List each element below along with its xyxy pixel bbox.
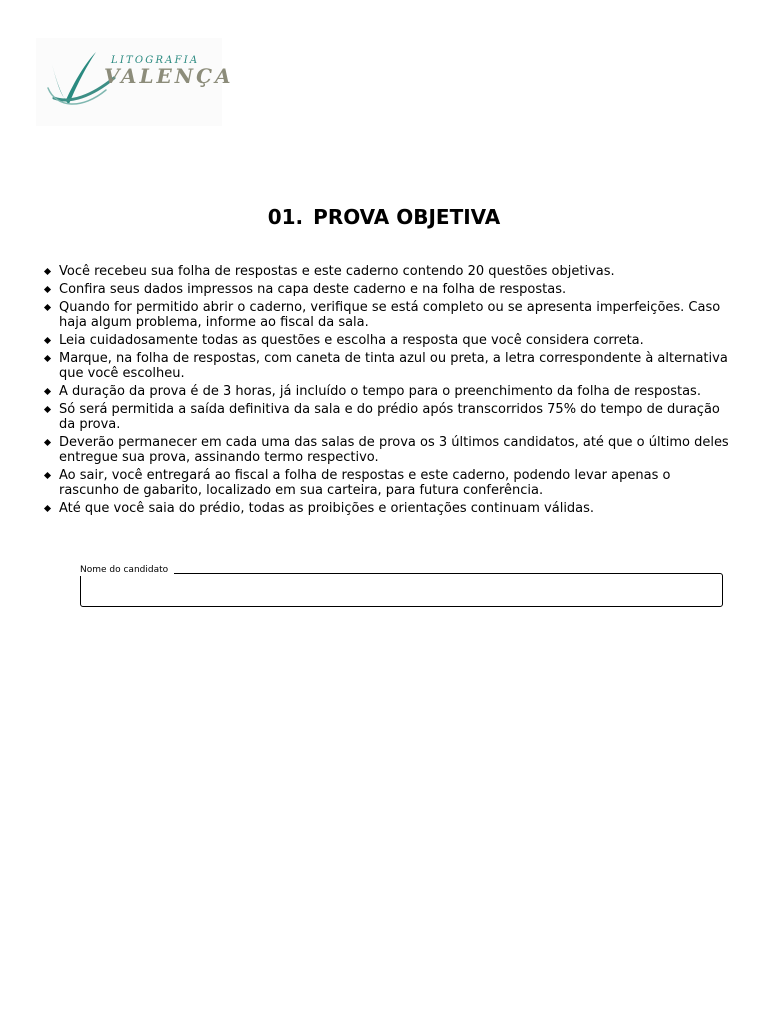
instruction-text: Ao sair, você entregará ao fiscal a folha de respostas e este caderno, podendo levar apenas o rascunho de gabarito, localizado em sua carteira, para futura conferência.	[59, 468, 671, 498]
candidate-name-label: Nome do candidato	[80, 565, 174, 576]
bullet-icon	[44, 388, 51, 395]
instruction-text: Até que você saia do prédio, todas as proibições e orientações continuam válidas.	[59, 501, 595, 516]
bullet-icon	[44, 505, 51, 512]
bullet-icon	[44, 472, 51, 479]
instruction-text: Marque, na folha de respostas, com caneta de tinta azul ou preta, a letra correspondente à alternativa que você escolheu.	[59, 351, 728, 381]
logo-wordmark: VALENÇA	[104, 64, 234, 88]
instruction-text: Deverão permanecer em cada uma das salas de prova os 3 últimos candidatos, até que o último deles entregue sua prova, assinando termo respectivo.	[59, 435, 729, 465]
instruction-text: A duração da prova é de 3 horas, já incluído o tempo para o preenchimento da folha de respostas.	[59, 384, 701, 399]
list-item	[44, 384, 734, 399]
list-item	[44, 402, 734, 432]
bullet-icon	[44, 406, 51, 413]
instruction-text: Leia cuidadosamente todas as questões e escolha a resposta que você considera correta.	[59, 333, 644, 348]
list-item	[44, 351, 734, 381]
section-number: 01.	[267, 205, 304, 229]
bullet-icon	[44, 337, 51, 344]
bullet-icon	[44, 355, 51, 362]
bullet-icon	[44, 439, 51, 446]
list-item	[44, 468, 734, 498]
instruction-text: Confira seus dados impressos na capa deste caderno e na folha de respostas.	[59, 282, 567, 297]
list-item	[44, 501, 734, 516]
instructions-list	[44, 264, 734, 519]
list-item	[44, 300, 734, 330]
bullet-icon	[44, 268, 51, 275]
instruction-text: Quando for permitido abrir o caderno, verifique se está completo ou se apresenta imperfeições. Caso haja algum problema, informe ao fiscal da sala.	[59, 300, 721, 330]
company-logo	[36, 38, 234, 126]
candidate-name-field[interactable]	[80, 573, 723, 607]
instruction-text: Você recebeu sua folha de respostas e este caderno contendo 20 questões objetivas.	[59, 264, 615, 279]
list-item	[44, 435, 734, 465]
list-item	[44, 282, 734, 297]
list-item	[44, 264, 734, 279]
bullet-icon	[44, 286, 51, 293]
logo-subtitle: LITOGRAFIA	[111, 55, 200, 66]
page-title	[0, 205, 768, 229]
section-title: PROVA OBJETIVA	[313, 205, 501, 229]
list-item	[44, 333, 734, 348]
bullet-icon	[44, 304, 51, 311]
instruction-text: Só será permitida a saída definitiva da sala e do prédio após transcorridos 75% do tempo de duração da prova.	[59, 402, 720, 432]
